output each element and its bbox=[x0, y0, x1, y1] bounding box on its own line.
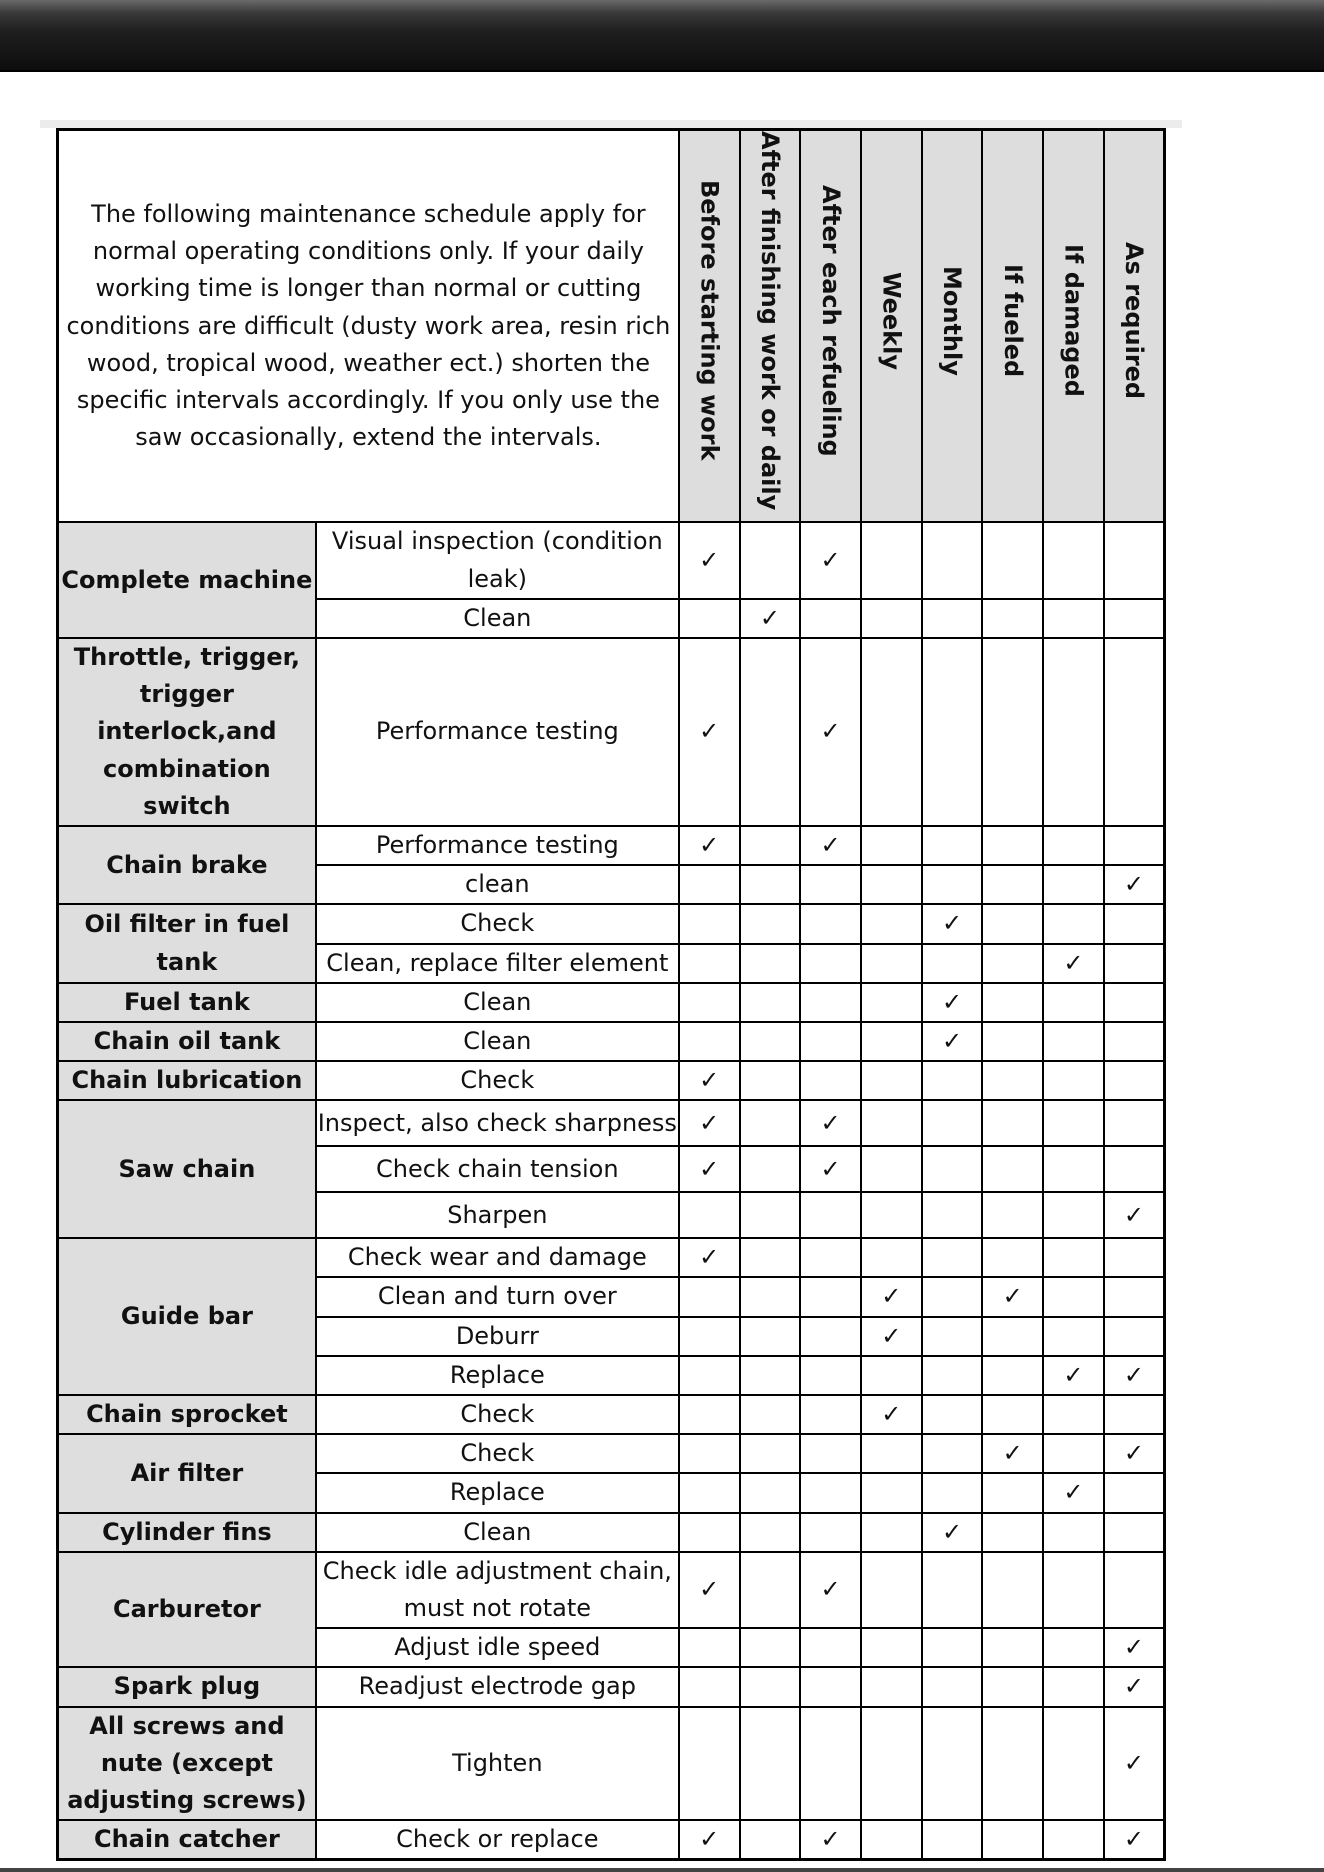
empty-cell bbox=[982, 1192, 1043, 1238]
empty-cell bbox=[740, 1317, 801, 1356]
empty-cell bbox=[861, 1552, 922, 1628]
table-row bbox=[58, 1552, 1165, 1628]
empty-cell bbox=[1043, 1513, 1104, 1552]
check-mark-icon: ✓ bbox=[800, 1820, 861, 1860]
empty-cell bbox=[740, 1146, 801, 1192]
empty-cell bbox=[1043, 1317, 1104, 1356]
check-mark-icon: ✓ bbox=[800, 638, 861, 826]
empty-cell bbox=[982, 1317, 1043, 1356]
empty-cell bbox=[922, 1061, 983, 1100]
check-mark-icon: ✓ bbox=[1104, 865, 1165, 904]
empty-cell bbox=[922, 1473, 983, 1512]
action-cell: Tighten bbox=[316, 1707, 679, 1821]
empty-cell bbox=[800, 1628, 861, 1667]
empty-cell bbox=[679, 865, 740, 904]
empty-cell bbox=[982, 1022, 1043, 1061]
table-row bbox=[58, 1667, 1165, 1706]
action-cell: Check bbox=[316, 1434, 679, 1473]
empty-cell bbox=[679, 944, 740, 983]
empty-cell bbox=[982, 983, 1043, 1022]
check-mark-icon: ✓ bbox=[922, 1513, 983, 1552]
empty-cell bbox=[679, 599, 740, 638]
empty-cell bbox=[982, 522, 1043, 598]
empty-cell bbox=[740, 1192, 801, 1238]
empty-cell bbox=[740, 865, 801, 904]
action-cell: Clean bbox=[316, 1022, 679, 1061]
component-cell: Throttle, trigger, trigger interlock,and combination switch bbox=[58, 638, 316, 826]
check-mark-icon: ✓ bbox=[1104, 1356, 1165, 1395]
empty-cell bbox=[1043, 1552, 1104, 1628]
column-header bbox=[922, 130, 983, 523]
empty-cell bbox=[1043, 1395, 1104, 1434]
check-mark-icon: ✓ bbox=[679, 826, 740, 865]
empty-cell bbox=[922, 944, 983, 983]
empty-cell bbox=[922, 1146, 983, 1192]
empty-cell bbox=[679, 1192, 740, 1238]
empty-cell bbox=[982, 1061, 1043, 1100]
column-header bbox=[1043, 130, 1104, 523]
empty-cell bbox=[800, 1434, 861, 1473]
empty-cell bbox=[861, 1707, 922, 1821]
empty-cell bbox=[679, 904, 740, 943]
empty-cell bbox=[861, 1061, 922, 1100]
empty-cell bbox=[982, 1707, 1043, 1821]
empty-cell bbox=[1043, 983, 1104, 1022]
table-row bbox=[58, 1238, 1165, 1277]
table-row bbox=[58, 1061, 1165, 1100]
empty-cell bbox=[1104, 1552, 1165, 1628]
empty-cell bbox=[740, 944, 801, 983]
action-cell: Clean bbox=[316, 983, 679, 1022]
empty-cell bbox=[1104, 1473, 1165, 1512]
check-mark-icon: ✓ bbox=[800, 522, 861, 598]
empty-cell bbox=[740, 1820, 801, 1860]
check-mark-icon: ✓ bbox=[861, 1277, 922, 1316]
component-cell: Oil filter in fuel tank bbox=[58, 904, 316, 982]
empty-cell bbox=[1104, 638, 1165, 826]
empty-cell bbox=[1043, 1022, 1104, 1061]
empty-cell bbox=[982, 944, 1043, 983]
empty-cell bbox=[1104, 983, 1165, 1022]
column-header bbox=[679, 130, 740, 523]
table-row bbox=[58, 1395, 1165, 1434]
empty-cell bbox=[982, 1820, 1043, 1860]
empty-cell bbox=[740, 1552, 801, 1628]
empty-cell bbox=[861, 1513, 922, 1552]
table-row bbox=[58, 1022, 1165, 1061]
check-mark-icon: ✓ bbox=[922, 983, 983, 1022]
empty-cell bbox=[982, 1395, 1043, 1434]
component-cell: Chain oil tank bbox=[58, 1022, 316, 1061]
empty-cell bbox=[1104, 1395, 1165, 1434]
column-header-label: As required bbox=[1120, 242, 1149, 400]
empty-cell bbox=[922, 826, 983, 865]
empty-cell bbox=[679, 1707, 740, 1821]
component-cell: Complete machine bbox=[58, 522, 316, 638]
empty-cell bbox=[740, 1473, 801, 1512]
action-cell: Deburr bbox=[316, 1317, 679, 1356]
empty-cell bbox=[679, 1434, 740, 1473]
table-row bbox=[58, 1707, 1165, 1821]
empty-cell bbox=[740, 1100, 801, 1146]
empty-cell bbox=[982, 1552, 1043, 1628]
empty-cell bbox=[1043, 865, 1104, 904]
check-mark-icon: ✓ bbox=[1043, 1473, 1104, 1512]
empty-cell bbox=[679, 1628, 740, 1667]
empty-cell bbox=[922, 599, 983, 638]
empty-cell bbox=[800, 1473, 861, 1512]
empty-cell bbox=[800, 865, 861, 904]
empty-cell bbox=[861, 638, 922, 826]
check-mark-icon: ✓ bbox=[679, 1238, 740, 1277]
empty-cell bbox=[740, 1667, 801, 1706]
column-header-label: After finishing work or daily bbox=[756, 131, 785, 511]
empty-cell bbox=[922, 1667, 983, 1706]
header-row bbox=[58, 130, 1165, 523]
empty-cell bbox=[1043, 1667, 1104, 1706]
action-cell: Performance testing bbox=[316, 638, 679, 826]
empty-cell bbox=[1104, 1100, 1165, 1146]
action-cell: Check bbox=[316, 1395, 679, 1434]
component-cell: Spark plug bbox=[58, 1667, 316, 1706]
empty-cell bbox=[922, 865, 983, 904]
empty-cell bbox=[800, 983, 861, 1022]
action-cell: Clean bbox=[316, 599, 679, 638]
empty-cell bbox=[679, 983, 740, 1022]
check-mark-icon: ✓ bbox=[922, 904, 983, 943]
column-header-label: Before starting work bbox=[695, 180, 724, 461]
empty-cell bbox=[1104, 944, 1165, 983]
empty-cell bbox=[922, 1277, 983, 1316]
empty-cell bbox=[800, 1513, 861, 1552]
check-mark-icon: ✓ bbox=[982, 1434, 1043, 1473]
column-header-label: If damaged bbox=[1059, 244, 1088, 398]
empty-cell bbox=[922, 1820, 983, 1860]
table-row bbox=[58, 904, 1165, 943]
column-header bbox=[800, 130, 861, 523]
empty-cell bbox=[861, 983, 922, 1022]
column-header bbox=[1104, 130, 1165, 523]
check-mark-icon: ✓ bbox=[679, 1820, 740, 1860]
check-mark-icon: ✓ bbox=[922, 1022, 983, 1061]
empty-cell bbox=[1043, 599, 1104, 638]
check-mark-icon: ✓ bbox=[800, 1100, 861, 1146]
column-header-label: After each refueling bbox=[816, 184, 845, 457]
empty-cell bbox=[861, 1146, 922, 1192]
column-header bbox=[861, 130, 922, 523]
empty-cell bbox=[922, 1434, 983, 1473]
check-mark-icon: ✓ bbox=[800, 1146, 861, 1192]
empty-cell bbox=[679, 1277, 740, 1316]
check-mark-icon: ✓ bbox=[679, 1061, 740, 1100]
action-cell: Check or replace bbox=[316, 1820, 679, 1860]
component-cell: Chain catcher bbox=[58, 1820, 316, 1860]
empty-cell bbox=[1043, 1100, 1104, 1146]
footer-line bbox=[0, 1868, 1324, 1872]
empty-cell bbox=[861, 1022, 922, 1061]
empty-cell bbox=[982, 638, 1043, 826]
empty-cell bbox=[1043, 522, 1104, 598]
action-cell: Check bbox=[316, 904, 679, 943]
empty-cell bbox=[861, 865, 922, 904]
table-row bbox=[58, 1100, 1165, 1146]
empty-cell bbox=[740, 1356, 801, 1395]
action-cell: Check idle adjustment chain, must not rotate bbox=[316, 1552, 679, 1628]
empty-cell bbox=[740, 522, 801, 598]
empty-cell bbox=[1104, 1061, 1165, 1100]
empty-cell bbox=[861, 599, 922, 638]
empty-cell bbox=[1043, 638, 1104, 826]
empty-cell bbox=[740, 1395, 801, 1434]
empty-cell bbox=[1043, 1238, 1104, 1277]
empty-cell bbox=[800, 904, 861, 943]
action-cell: Performance testing bbox=[316, 826, 679, 865]
empty-cell bbox=[861, 1473, 922, 1512]
empty-cell bbox=[1104, 1317, 1165, 1356]
empty-cell bbox=[740, 1513, 801, 1552]
empty-cell bbox=[922, 1395, 983, 1434]
component-cell: Guide bar bbox=[58, 1238, 316, 1395]
check-mark-icon: ✓ bbox=[1104, 1434, 1165, 1473]
empty-cell bbox=[1043, 1061, 1104, 1100]
empty-cell bbox=[982, 826, 1043, 865]
empty-cell bbox=[740, 1707, 801, 1821]
empty-cell bbox=[922, 1192, 983, 1238]
action-cell: Clean and turn over bbox=[316, 1277, 679, 1316]
action-cell: Clean bbox=[316, 1513, 679, 1552]
table-row bbox=[58, 1434, 1165, 1473]
table-row bbox=[58, 1820, 1165, 1860]
empty-cell bbox=[1104, 1022, 1165, 1061]
empty-cell bbox=[861, 1100, 922, 1146]
empty-cell bbox=[982, 1238, 1043, 1277]
component-cell: Carburetor bbox=[58, 1552, 316, 1668]
empty-cell bbox=[1043, 904, 1104, 943]
action-cell: Sharpen bbox=[316, 1192, 679, 1238]
empty-cell bbox=[1104, 599, 1165, 638]
empty-cell bbox=[800, 1356, 861, 1395]
empty-cell bbox=[1104, 904, 1165, 943]
table-row bbox=[58, 638, 1165, 826]
action-cell: Check wear and damage bbox=[316, 1238, 679, 1277]
action-cell: Replace bbox=[316, 1473, 679, 1512]
empty-cell bbox=[800, 1022, 861, 1061]
empty-cell bbox=[922, 1238, 983, 1277]
empty-cell bbox=[1043, 1277, 1104, 1316]
intro-text: The following maintenance schedule apply for normal operating conditions only. If your daily working time is longer than normal or cutting conditions are difficult (dusty work area, resin rich wood, tropical wood, weather ect.) shorten the specific intervals accordingly. If you only use the saw occasionally, extend the intervals. bbox=[58, 130, 679, 523]
empty-cell bbox=[1043, 1628, 1104, 1667]
check-mark-icon: ✓ bbox=[1104, 1820, 1165, 1860]
empty-cell bbox=[982, 1628, 1043, 1667]
empty-cell bbox=[1043, 826, 1104, 865]
empty-cell bbox=[740, 1238, 801, 1277]
empty-cell bbox=[740, 983, 801, 1022]
action-cell: Readjust electrode gap bbox=[316, 1667, 679, 1706]
column-header bbox=[740, 130, 801, 523]
action-cell: Check bbox=[316, 1061, 679, 1100]
action-cell: Clean, replace filter element bbox=[316, 944, 679, 983]
empty-cell bbox=[800, 1707, 861, 1821]
empty-cell bbox=[740, 1434, 801, 1473]
component-cell: Cylinder fins bbox=[58, 1513, 316, 1552]
empty-cell bbox=[861, 904, 922, 943]
empty-cell bbox=[679, 1022, 740, 1061]
empty-cell bbox=[740, 826, 801, 865]
check-mark-icon: ✓ bbox=[800, 1552, 861, 1628]
empty-cell bbox=[982, 599, 1043, 638]
empty-cell bbox=[861, 1628, 922, 1667]
empty-cell bbox=[1043, 1707, 1104, 1821]
empty-cell bbox=[679, 1513, 740, 1552]
empty-cell bbox=[922, 1356, 983, 1395]
empty-cell bbox=[800, 1238, 861, 1277]
empty-cell bbox=[861, 1192, 922, 1238]
empty-cell bbox=[740, 1277, 801, 1316]
empty-cell bbox=[861, 944, 922, 983]
check-mark-icon: ✓ bbox=[679, 522, 740, 598]
empty-cell bbox=[982, 1513, 1043, 1552]
check-mark-icon: ✓ bbox=[679, 1100, 740, 1146]
empty-cell bbox=[800, 944, 861, 983]
maintenance-schedule-table bbox=[56, 128, 1166, 1861]
empty-cell bbox=[1104, 1146, 1165, 1192]
empty-cell bbox=[740, 638, 801, 826]
empty-cell bbox=[1043, 1192, 1104, 1238]
check-mark-icon: ✓ bbox=[861, 1395, 922, 1434]
empty-cell bbox=[922, 1628, 983, 1667]
empty-cell bbox=[982, 865, 1043, 904]
action-cell: Check chain tension bbox=[316, 1146, 679, 1192]
empty-cell bbox=[1104, 1238, 1165, 1277]
action-cell: Inspect, also check sharpness bbox=[316, 1100, 679, 1146]
empty-cell bbox=[982, 1667, 1043, 1706]
empty-cell bbox=[922, 638, 983, 826]
empty-cell bbox=[1104, 826, 1165, 865]
empty-cell bbox=[861, 1667, 922, 1706]
empty-cell bbox=[982, 1356, 1043, 1395]
empty-cell bbox=[1043, 1434, 1104, 1473]
schedule-body bbox=[58, 522, 1165, 1859]
empty-cell bbox=[861, 1820, 922, 1860]
check-mark-icon: ✓ bbox=[1043, 944, 1104, 983]
check-mark-icon: ✓ bbox=[679, 1146, 740, 1192]
empty-cell bbox=[800, 1061, 861, 1100]
check-mark-icon: ✓ bbox=[1104, 1628, 1165, 1667]
empty-cell bbox=[1104, 1277, 1165, 1316]
empty-cell bbox=[800, 1667, 861, 1706]
check-mark-icon: ✓ bbox=[1043, 1356, 1104, 1395]
empty-cell bbox=[1043, 1820, 1104, 1860]
table-row bbox=[58, 826, 1165, 865]
check-mark-icon: ✓ bbox=[679, 1552, 740, 1628]
empty-cell bbox=[679, 1356, 740, 1395]
check-mark-icon: ✓ bbox=[740, 599, 801, 638]
empty-cell bbox=[679, 1317, 740, 1356]
check-mark-icon: ✓ bbox=[1104, 1667, 1165, 1706]
table-row bbox=[58, 983, 1165, 1022]
check-mark-icon: ✓ bbox=[861, 1317, 922, 1356]
action-cell: clean bbox=[316, 865, 679, 904]
column-header bbox=[982, 130, 1043, 523]
action-cell: Replace bbox=[316, 1356, 679, 1395]
empty-cell bbox=[982, 1473, 1043, 1512]
check-mark-icon: ✓ bbox=[1104, 1707, 1165, 1821]
table-row bbox=[58, 1513, 1165, 1552]
empty-cell bbox=[922, 522, 983, 598]
component-cell: Chain sprocket bbox=[58, 1395, 316, 1434]
empty-cell bbox=[679, 1473, 740, 1512]
empty-cell bbox=[861, 1356, 922, 1395]
column-header-label: Weekly bbox=[877, 271, 906, 370]
column-header-label: Monthly bbox=[938, 265, 967, 376]
empty-cell bbox=[679, 1395, 740, 1434]
empty-cell bbox=[740, 1022, 801, 1061]
component-cell: Chain brake bbox=[58, 826, 316, 904]
header-bar bbox=[0, 0, 1324, 72]
component-cell: Air filter bbox=[58, 1434, 316, 1512]
component-cell: Chain lubrication bbox=[58, 1061, 316, 1100]
empty-cell bbox=[1104, 1513, 1165, 1552]
column-header-label: If fueled bbox=[998, 264, 1027, 378]
empty-cell bbox=[800, 1277, 861, 1316]
empty-cell bbox=[1104, 522, 1165, 598]
empty-cell bbox=[1043, 1146, 1104, 1192]
empty-cell bbox=[800, 1192, 861, 1238]
empty-cell bbox=[861, 522, 922, 598]
empty-cell bbox=[800, 1395, 861, 1434]
table-row bbox=[58, 522, 1165, 598]
empty-cell bbox=[982, 1146, 1043, 1192]
empty-cell bbox=[679, 1667, 740, 1706]
empty-cell bbox=[922, 1707, 983, 1821]
action-cell: Visual inspection (condition leak) bbox=[316, 522, 679, 598]
empty-cell bbox=[982, 1100, 1043, 1146]
empty-cell bbox=[861, 1434, 922, 1473]
empty-cell bbox=[922, 1552, 983, 1628]
empty-cell bbox=[861, 1238, 922, 1277]
empty-cell bbox=[861, 826, 922, 865]
empty-cell bbox=[800, 1317, 861, 1356]
empty-cell bbox=[740, 1061, 801, 1100]
check-mark-icon: ✓ bbox=[800, 826, 861, 865]
action-cell: Adjust idle speed bbox=[316, 1628, 679, 1667]
empty-cell bbox=[740, 1628, 801, 1667]
empty-cell bbox=[740, 904, 801, 943]
component-cell: Saw chain bbox=[58, 1100, 316, 1238]
empty-cell bbox=[982, 904, 1043, 943]
empty-cell bbox=[922, 1100, 983, 1146]
component-cell: Fuel tank bbox=[58, 983, 316, 1022]
check-mark-icon: ✓ bbox=[679, 638, 740, 826]
check-mark-icon: ✓ bbox=[982, 1277, 1043, 1316]
check-mark-icon: ✓ bbox=[1104, 1192, 1165, 1238]
empty-cell bbox=[800, 599, 861, 638]
table-shadow bbox=[40, 120, 1182, 128]
empty-cell bbox=[922, 1317, 983, 1356]
component-cell: All screws and nute (except adjusting screws) bbox=[58, 1707, 316, 1821]
